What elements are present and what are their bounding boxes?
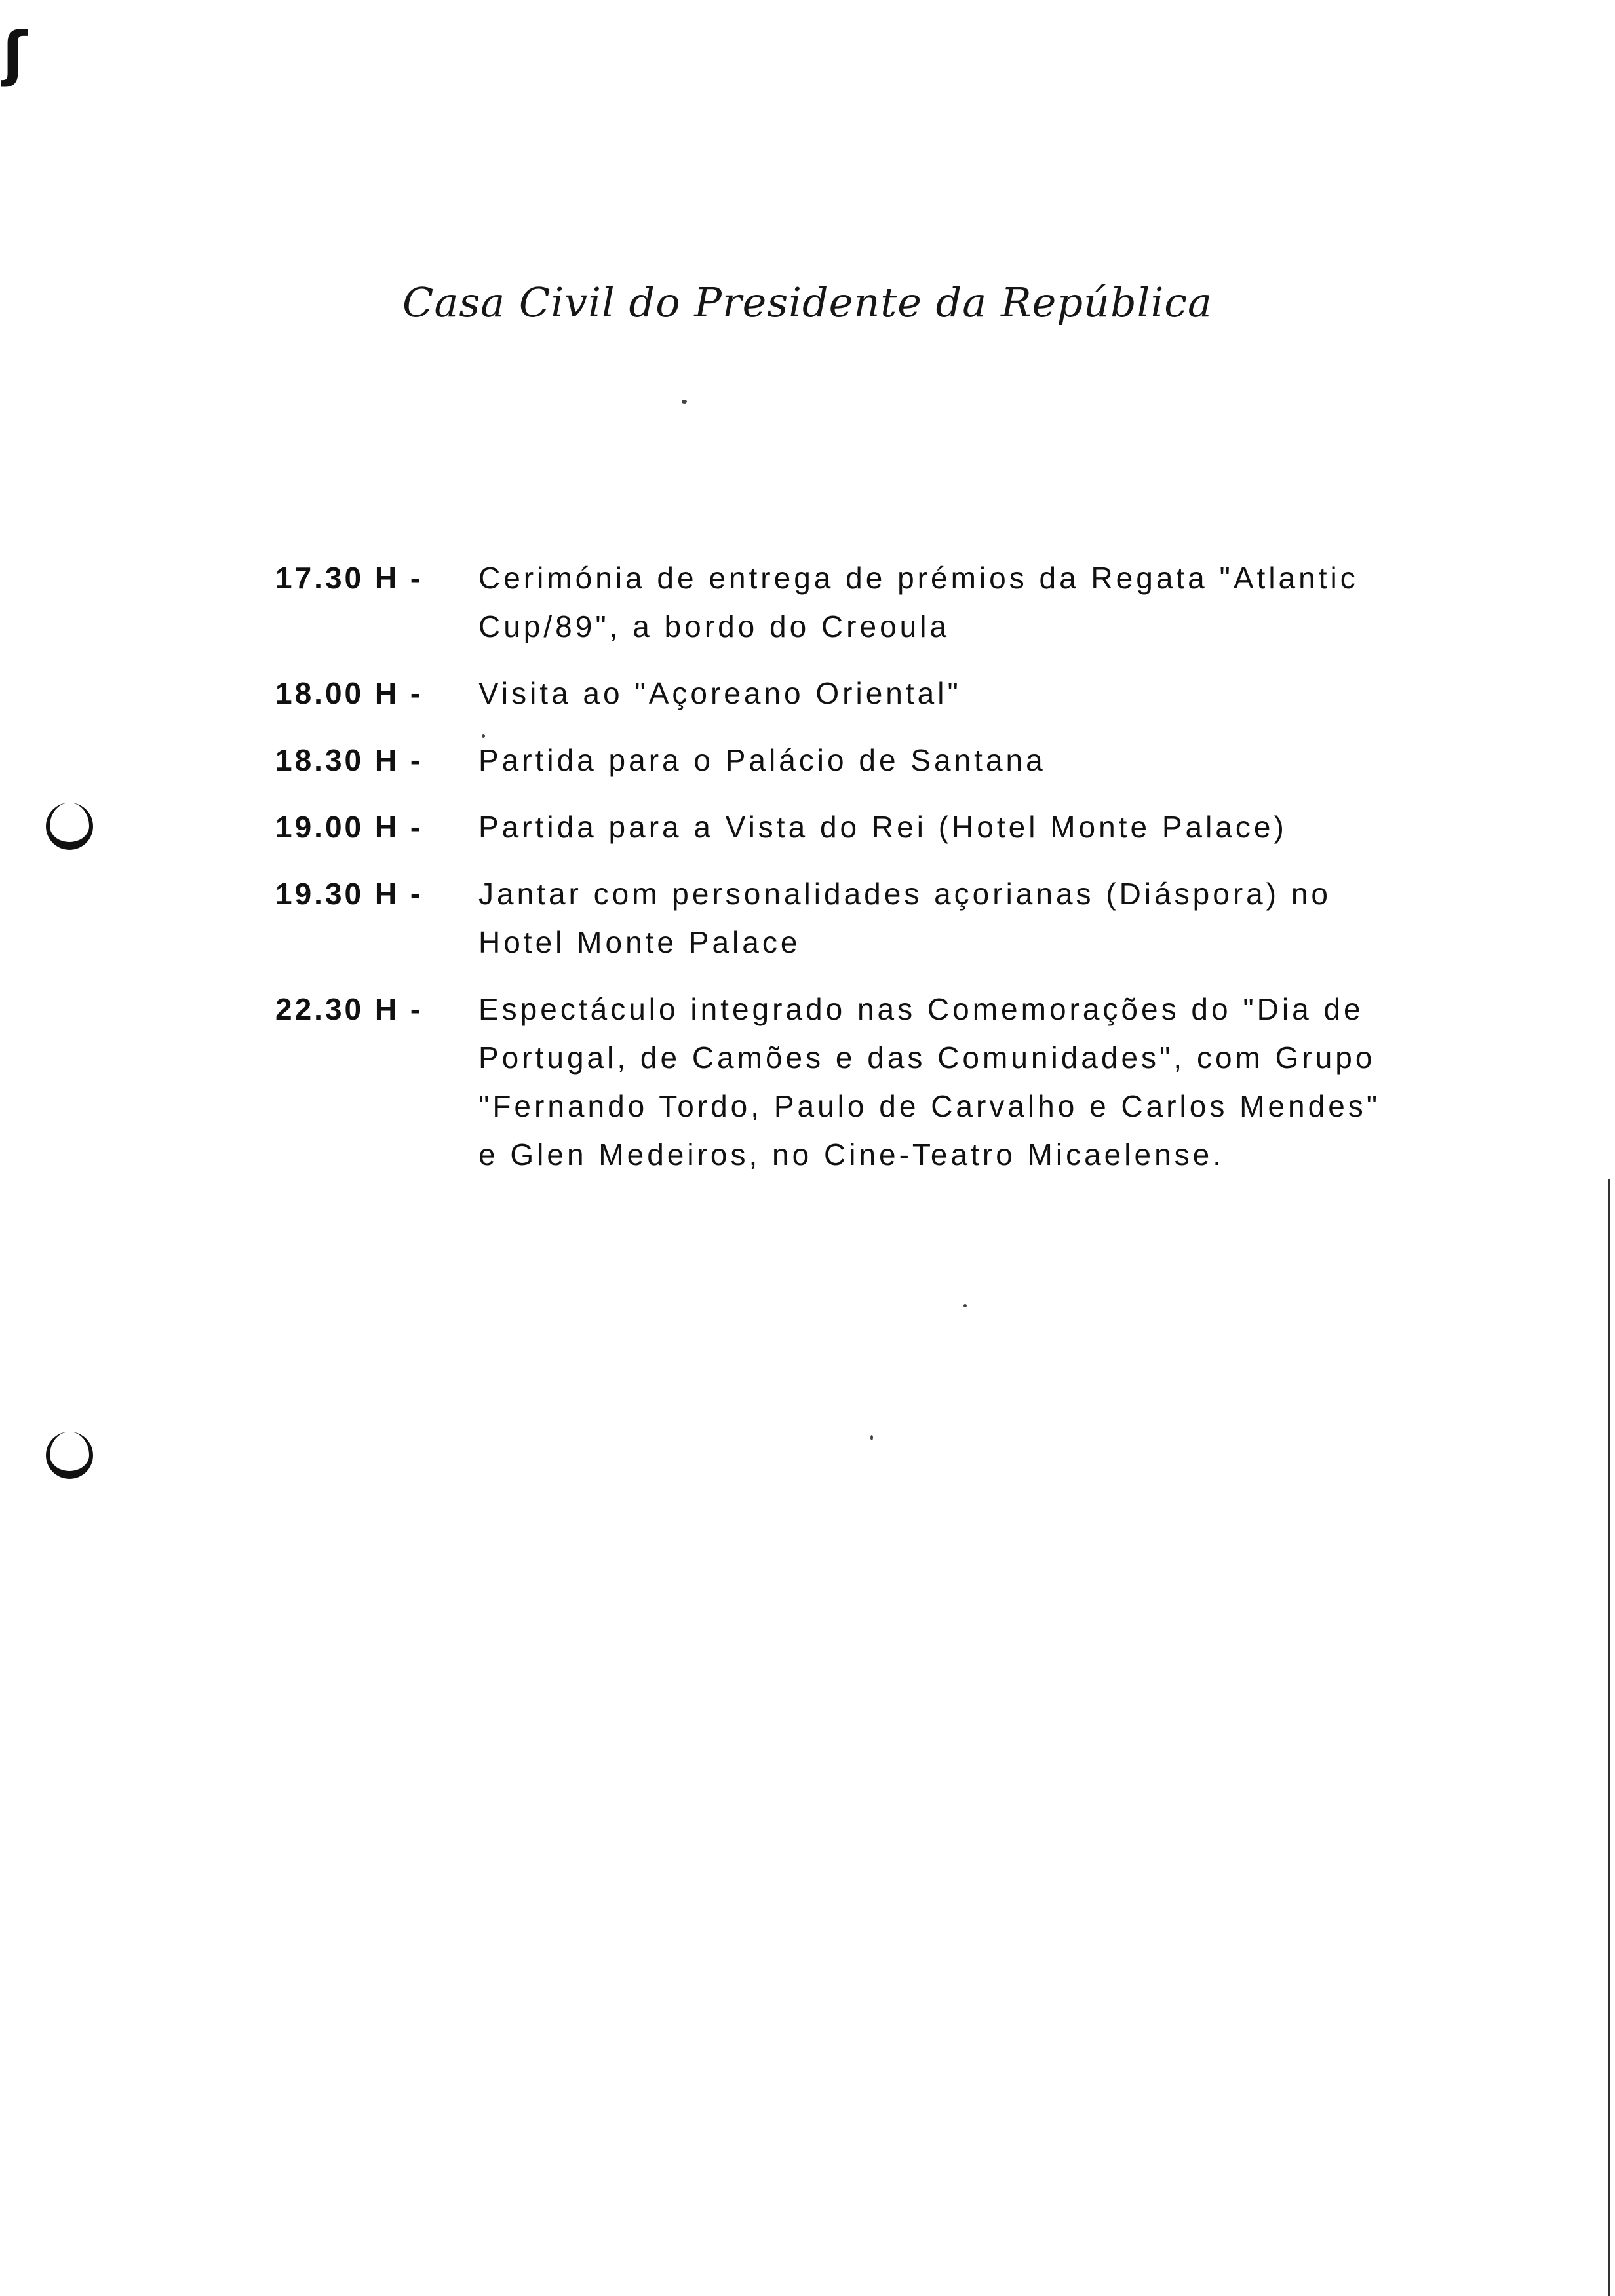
page-edge-line [1608,1179,1610,2296]
description-line: Espectáculo integrado nas Comemorações do "Dia de [478,992,1364,1026]
description-line: Cerimónia de entrega de prémios da Regata "Atlantic [478,561,1359,595]
description-line: Partida para a Vista do Rei (Hotel Monte Palace) [478,810,1287,844]
description-line: e Glen Medeiros, no Cine-Teatro Micaelense. [478,1138,1225,1172]
entry-time: 18.00 H - [275,676,423,710]
description-line: Jantar com personalidades açorianas (Diáspora) no [478,877,1332,911]
scan-speck [870,1435,873,1440]
entry-description [478,736,1521,784]
scan-speck [963,1304,967,1307]
punch-hole-mark [46,1432,93,1479]
entry-time: 17.30 H - [275,561,423,595]
description-line: Partida para o Palácio de Santana [478,743,1046,777]
scan-speck [682,400,687,404]
punch-hole-mark [46,803,93,850]
schedule-entry [275,736,1521,784]
entry-description [478,870,1521,966]
schedule-entry [275,803,1521,851]
schedule-entry [275,985,1521,1179]
description-line: Portugal, de Camões e das Comunidades", com Grupo [478,1041,1376,1075]
description-line: Cup/89", a bordo do Creoula [478,609,950,643]
entry-time: 19.30 H - [275,877,423,911]
description-line: Visita ao "Açoreano Oriental" [478,676,962,710]
letterhead-title: Casa Civil do Presidente da República [402,278,1213,326]
schedule-entry [275,554,1521,651]
entry-time: 18.30 H - [275,743,423,777]
entry-description [478,803,1521,851]
schedule-entry [275,870,1521,966]
description-line: Hotel Monte Palace [478,925,801,959]
description-line: "Fernando Tordo, Paulo de Carvalho e Carlos Mendes" [478,1089,1381,1123]
entry-time: 22.30 H - [275,992,423,1026]
entry-description [478,554,1521,651]
schedule-entry [275,669,1521,718]
scan-speck [482,734,485,738]
entry-time: 19.00 H - [275,810,423,844]
schedule-list [275,554,1521,1197]
entry-description [478,985,1521,1179]
entry-description [478,669,1521,718]
corner-mark: ʃ [3,20,28,88]
